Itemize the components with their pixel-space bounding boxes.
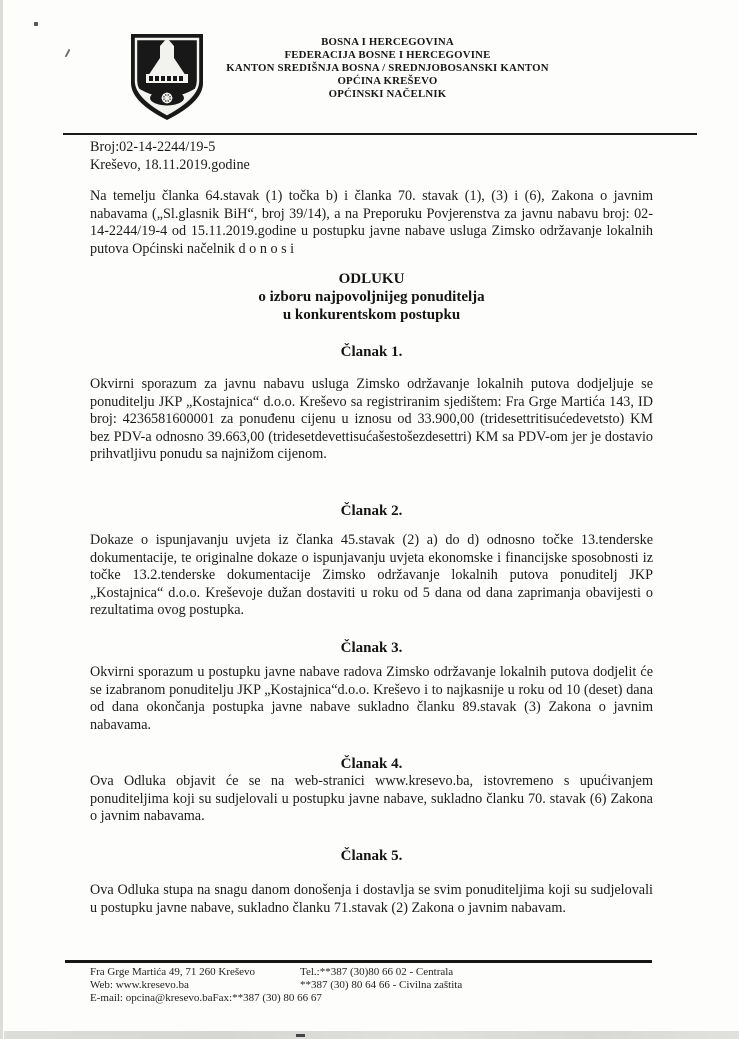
article-4-body: Ova Odluka objavit će se na web-stranici www.kresevo.ba, istovremeno s upućivanjem ponuditeljima koji su sudjelovali u postupku javne nabave, sukladno članku 70. stavak (6) Zakona o javnim nabavama. bbox=[90, 773, 653, 825]
title-line-2: o izboru najpovoljnijeg ponuditelja bbox=[258, 289, 485, 305]
article-3-heading: Članak 3. bbox=[340, 640, 403, 656]
document-meta bbox=[90, 139, 653, 174]
footer-divider bbox=[65, 960, 652, 963]
scan-shadow-bottom bbox=[4, 1031, 739, 1039]
scan-speck bbox=[296, 1034, 305, 1037]
article-2-body: Dokaze o ispunjavanju uvjeta iz članka 45.stavak (2) a) do d) odnosno točke 13.tenderske dokumentacije, te originalne dokaze o ispunjavanju uvjeta ekonomske i financijske sposobnosti iz točke 13.2.tenderske dokumentacije Zimsko održavanje lokalnih putova ponuditelj JKP „Kostajnica“ d.o.o. Kreševoje dužan dostaviti u roku od 5 dana od dana zaprimanja obavijesti o rezultatima ovog postupka. bbox=[90, 532, 653, 619]
preamble-paragraph: Na temelju članka 64.stavak (1) točka b) i članka 70. stavak (1), (3) i (6), Zakona o javnim nabavama („Sl.glasnik BiH“, broj 39/14), a na Preporuku Povjerenstva za javnu nabavu broj: 02-14-2244/19-4 od 15.11.2019.godine u postupku javne nabave usluga Zimsko održavanje lokalnih putova Općinski načelnik d o n o s i bbox=[90, 188, 653, 257]
article-2-heading: Članak 2. bbox=[340, 503, 403, 519]
letterhead-line-mayor: OPĆINSKI NAČELNIK bbox=[328, 88, 447, 100]
title-line-1: ODLUKU bbox=[338, 271, 405, 287]
footer-address: Fra Grge Martića 49, 71 260 Kreševo bbox=[90, 966, 256, 978]
article-3-body: Okvirni sporazum u postupku javne nabave radova Zimsko održavanje lokalnih putova dodjelit će se izabranom ponuditelju JKP „Kostajnica“d.o.o. Kreševo i to najkasnije u roku od 10 (deset) dana od dana okončanja postupka javne nabave sukladno članku 89.stavak (3) Zakona o javnim nabavama. bbox=[90, 664, 653, 733]
article-1-heading: Članak 1. bbox=[340, 344, 403, 360]
header-divider bbox=[63, 133, 697, 135]
scan-speck bbox=[34, 22, 38, 26]
place-and-date: Kreševo, 18.11.2019.godine bbox=[90, 156, 250, 173]
letterhead bbox=[215, 36, 560, 101]
footer-website: Web: www.kresevo.ba bbox=[90, 979, 189, 991]
document-number: Broj:02-14-2244/19-5 bbox=[90, 139, 216, 155]
footer-email-fax: E-mail: opcina@kresevo.baFax:**387 (30) 80 66 67 bbox=[90, 992, 322, 1004]
footer-phone-centrala: Tel.:**387 (30)80 66 02 - Centrala bbox=[300, 966, 454, 978]
letterhead-line-country: BOSNA I HERCEGOVINA bbox=[321, 36, 454, 48]
letterhead-line-municipality: OPĆINA KREŠEVO bbox=[337, 75, 438, 87]
scan-speck bbox=[58, 45, 70, 57]
footer-contact-block bbox=[90, 966, 653, 1005]
scan-edge-left bbox=[0, 0, 3, 1039]
letterhead-line-federation: FEDERACIJA BOSNE I HERCEGOVINE bbox=[284, 49, 491, 61]
letterhead-line-canton: KANTON SREDIŠNJA BOSNA / SREDNJOBOSANSKI KANTON bbox=[226, 62, 549, 74]
title-line-3: u konkurentskom postupku bbox=[282, 307, 461, 323]
article-5-body: Ova Odluka stupa na snagu danom donošenja i dostavlja se svim ponuditeljima koji su sudjelovali u postupku javne nabave, sukladno članku 71.stavak (2) Zakona o javnim nabavam. bbox=[90, 882, 653, 916]
kresevo-coat-of-arms-icon bbox=[127, 31, 207, 128]
article-5-heading: Članak 5. bbox=[340, 848, 403, 864]
article-4-heading: Članak 4. bbox=[340, 756, 403, 772]
document-title bbox=[90, 270, 653, 324]
article-1-body: Okvirni sporazum za javnu nabavu usluga Zimsko održavanje lokalnih putova dodjeljuje se ponuditelju JKP „Kostajnica“ d.o.o. Kreševo sa registriranim sjedištem: Fra Grge Martića 143, ID broj: 4236581600001 za ponuđenu cijenu u iznosu od 33.900,00 (tridesettritisućedevetsto) KM bez PDV-a odnosno 39.663,00 (tridesetdevettisućašestošezdesettri) KM sa PDV-om jer je dostavio prihvatljivu ponudu sa najnižom cijenom. bbox=[90, 376, 653, 463]
footer-phone-civilna-zastita: **387 (30) 80 64 66 - Civilna zaštita bbox=[300, 979, 463, 991]
